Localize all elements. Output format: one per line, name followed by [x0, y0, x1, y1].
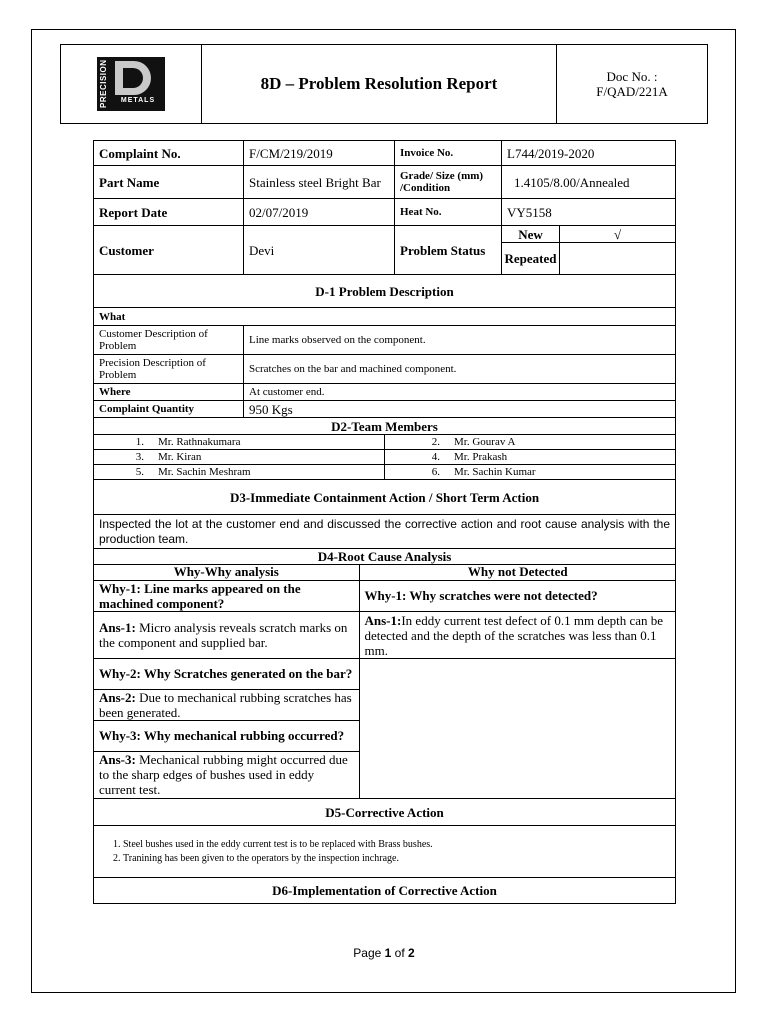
- corrective-action-item: 2. Tranining has been given to the operators by the inspection inchrage.: [123, 852, 670, 866]
- d3-text: Inspected the lot at the customer end and discussed the corrective action and root cause analysis with the production team.: [94, 515, 676, 549]
- complaint-no-label: Complaint No.: [94, 141, 244, 166]
- d5-title: D5-Corrective Action: [94, 799, 676, 826]
- team-member: 5. Mr. Sachin Meshram: [94, 465, 385, 480]
- d5-actions: [94, 826, 676, 878]
- doc-no-value: F/QAD/221A: [596, 84, 668, 99]
- team-member: 6. Mr. Sachin Kumar: [431, 466, 536, 478]
- team-member: 2. Mr. Gourav A: [385, 435, 676, 450]
- d1-what-label: What: [94, 308, 676, 326]
- page-number: Page 1 of 2: [353, 946, 415, 960]
- grade-label: Grade/ Size (mm) /Condition: [395, 166, 502, 199]
- why-not-detected-blank: [359, 658, 676, 798]
- customer-value: Devi: [244, 226, 395, 275]
- wnd-ans1-answer: Ans-1:In eddy current test defect of 0.1 mm depth can be detected and the depth of the scratches was less than 0.1 mm.: [359, 611, 676, 658]
- d1-title: D-1 Problem Description: [94, 275, 676, 308]
- ans2-answer: Ans-2: Due to mechanical rubbing scratches has been generated.: [94, 689, 359, 720]
- heat-no-label: Heat No.: [395, 199, 502, 226]
- heat-no-value: VY5158: [502, 199, 676, 226]
- logo-cell: [61, 45, 202, 123]
- where-label: Where: [94, 384, 244, 401]
- team-member: 3. Mr. Kiran: [94, 450, 385, 465]
- status-repeated-label: Repeated: [502, 243, 560, 275]
- root-cause-analysis: [94, 565, 676, 799]
- corrective-action-list: [99, 838, 670, 866]
- info-row-part: [94, 166, 676, 199]
- d2-header-row: [94, 418, 676, 435]
- wnd1-question: Why-1: Why scratches were not detected?: [359, 580, 676, 611]
- precision-desc-value: Scratches on the bar and machined component.: [244, 355, 676, 384]
- team-members: [94, 435, 676, 480]
- part-name-label: Part Name: [94, 166, 244, 199]
- report-date-label: Report Date: [94, 199, 244, 226]
- doc-number: [556, 45, 707, 123]
- report-date-value: 02/07/2019: [244, 199, 395, 226]
- corrective-action-item: 1. Steel bushes used in the eddy current test is to be replaced with Brass bushes.: [123, 838, 670, 852]
- d4-title: D4-Root Cause Analysis: [94, 549, 676, 565]
- quantity-value: 950 Kgs: [244, 401, 676, 418]
- grade-value: 1.4105/8.00/Annealed: [502, 166, 676, 199]
- customer-desc-label: Customer Description of Problem: [94, 326, 244, 355]
- info-row-complaint: [94, 141, 676, 166]
- d2-title: D2-Team Members: [94, 418, 676, 435]
- d1-header-row: [94, 275, 676, 308]
- team-member: 1. Mr. Rathnakumara: [94, 435, 385, 450]
- why2-question: Why-2: Why Scratches generated on the bar?: [94, 658, 359, 689]
- status-repeated-checkmark: [560, 243, 676, 275]
- status-new-checkmark: √: [560, 226, 676, 243]
- complaint-no-value: F/CM/219/2019: [244, 141, 395, 166]
- info-row-date: [94, 199, 676, 226]
- invoice-no-value: L744/2019-2020: [502, 141, 676, 166]
- info-row-customer: [94, 226, 676, 243]
- status-new-label: New: [502, 226, 560, 243]
- why-not-detected-header: Why not Detected: [359, 565, 676, 580]
- team-member: 4. Mr. Prakash: [385, 450, 676, 465]
- ans1-answer: Ans-1: Micro analysis reveals scratch marks on the component and supplied bar.: [94, 611, 359, 658]
- why3-question: Why-3: Why mechanical rubbing occurred?: [94, 720, 359, 751]
- d6-title: D6-Implementation of Corrective Action: [94, 878, 676, 904]
- d6-header-row: [94, 878, 676, 904]
- logo-vertical-text: PRECISION: [99, 59, 108, 109]
- d3-header-row: [94, 480, 676, 515]
- d4-header-row: [94, 549, 676, 565]
- part-name-value: Stainless steel Bright Bar: [244, 166, 395, 199]
- report-table: [93, 140, 676, 904]
- precision-desc-label: Precision Description of Problem: [94, 355, 244, 384]
- ans3-answer: Ans-3: Mechanical rubbing might occurred due to the sharp edges of bushes used in eddy current test.: [94, 751, 359, 798]
- problem-status-label: Problem Status: [395, 226, 502, 275]
- invoice-no-label: Invoice No.: [395, 141, 502, 166]
- doc-no-label: Doc No. :: [606, 69, 658, 84]
- report-title: 8D – Problem Resolution Report: [260, 74, 498, 93]
- d3-title: D3-Immediate Containment Action / Short Term Action: [94, 480, 676, 515]
- why1-question: Why-1: Line marks appeared on the machined component?: [94, 580, 359, 611]
- quantity-label: Complaint Quantity: [94, 401, 244, 418]
- where-value: At customer end.: [244, 384, 676, 401]
- why-why-header: Why-Why analysis: [94, 565, 359, 580]
- report-header: [60, 44, 708, 124]
- customer-label: Customer: [94, 226, 244, 275]
- customer-desc-value: Line marks observed on the component.: [244, 326, 676, 355]
- d5-header-row: [94, 799, 676, 826]
- precision-metals-logo: [97, 57, 165, 111]
- logo-bottom-text: METALS: [120, 97, 156, 104]
